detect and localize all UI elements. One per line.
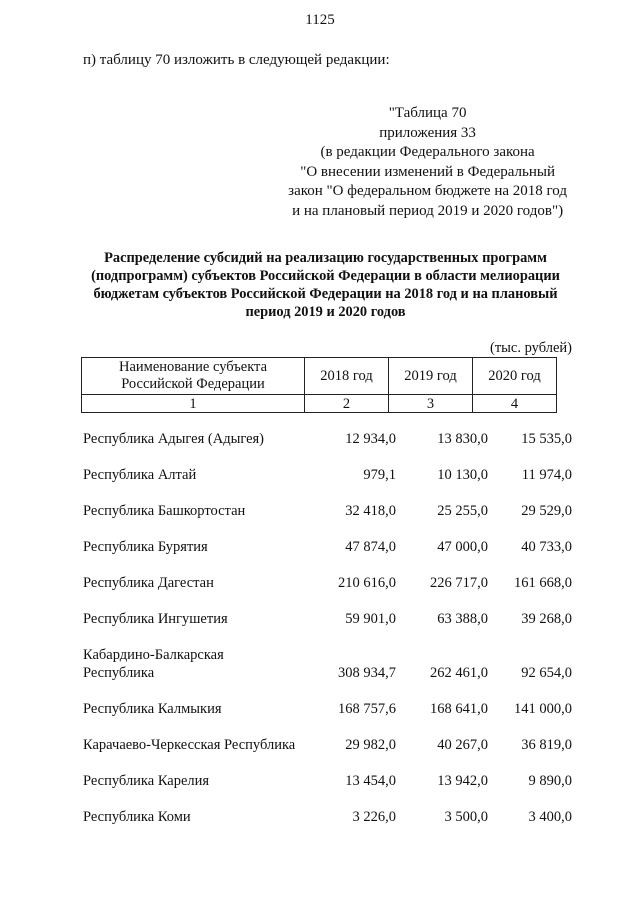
subject-name: Республика Калмыкия (83, 701, 222, 717)
value-2018: 59 901,0 (345, 611, 396, 627)
table-row (81, 646, 574, 700)
value-2019: 13 830,0 (437, 431, 488, 447)
value-2020: 39 268,0 (521, 611, 572, 627)
header-line: Наименование субъекта (118, 359, 268, 375)
value-2019: 40 267,0 (437, 737, 488, 753)
header-2020: 2020 год (473, 358, 557, 395)
value-2019: 47 000,0 (437, 539, 488, 555)
document-title (68, 249, 583, 321)
value-2019: 10 130,0 (437, 467, 488, 483)
value-2020: 29 529,0 (521, 503, 572, 519)
value-2018: 210 616,0 (338, 575, 396, 591)
subject-name: Республика Карелия (83, 773, 210, 789)
table-row (81, 430, 574, 466)
value-2020: 161 668,0 (514, 575, 572, 591)
value-2019: 3 500,0 (444, 809, 488, 825)
page-number: 1125 (305, 12, 335, 28)
subject-name: Республика Дагестан (83, 575, 214, 591)
title-line: Распределение субсидий на реализацию государственных программ (104, 250, 547, 266)
reference-line: и на плановый период 2019 и 2020 годов") (292, 202, 564, 219)
units-label: (тыс. рублей) (490, 340, 572, 356)
value-2018: 13 454,0 (345, 773, 396, 789)
value-2020: 15 535,0 (521, 431, 572, 447)
subject-name: Республика Ингушетия (83, 611, 228, 627)
value-2019: 226 717,0 (430, 575, 488, 591)
subject-name-line: Республика (83, 665, 155, 681)
value-2019: 168 641,0 (430, 701, 488, 717)
reference-line: закон "О федеральном бюджете на 2018 год (288, 183, 567, 199)
table-row (81, 574, 574, 610)
table-row (81, 736, 574, 772)
header-2019: 2019 год (389, 358, 473, 395)
reference-line: приложения 33 (379, 124, 476, 141)
subject-name: Республика Башкортостан (83, 503, 246, 519)
reference-line: (в редакции Федерального закона (320, 144, 535, 160)
table-body (81, 430, 574, 844)
subject-name: Республика Коми (83, 809, 191, 825)
value-2019: 13 942,0 (437, 773, 488, 789)
intro-text: п) таблицу 70 изложить в следующей редакции: (83, 52, 390, 68)
table-header (81, 357, 557, 413)
value-2018: 979,1 (363, 467, 396, 483)
table-reference (288, 104, 567, 221)
header-line: Российской Федерации (121, 376, 265, 392)
value-2020: 92 654,0 (521, 665, 572, 681)
table-row (81, 610, 574, 646)
table-row (81, 538, 574, 574)
column-number: 2 (305, 395, 389, 413)
value-2018: 168 757,6 (338, 701, 396, 717)
column-number: 3 (389, 395, 473, 413)
title-line: бюджетам субъектов Российской Федерации на 2018 год и на плановый (93, 286, 558, 302)
table-row (81, 502, 574, 538)
title-line: (подпрограмм) субъектов Российской Федерации в области мелиорации (91, 268, 560, 284)
value-2020: 11 974,0 (521, 467, 572, 483)
subject-name: Республика Бурятия (83, 539, 208, 555)
header-subject-name (82, 358, 305, 395)
reference-line: "О внесении изменений в Федеральный (300, 163, 555, 180)
value-2018: 32 418,0 (345, 503, 396, 519)
column-number: 1 (82, 395, 305, 413)
value-2020: 3 400,0 (528, 809, 572, 825)
table-row (81, 466, 574, 502)
value-2020: 9 890,0 (528, 773, 572, 789)
table-row (81, 772, 574, 808)
value-2018: 308 934,7 (338, 665, 396, 681)
subject-name (83, 646, 311, 682)
value-2018: 3 226,0 (352, 809, 396, 825)
subject-name: Карачаево-Черкесская Республика (83, 737, 296, 753)
title-line: период 2019 и 2020 годов (245, 304, 406, 320)
table-row (81, 700, 574, 736)
value-2019: 262 461,0 (430, 665, 488, 681)
value-2020: 141 000,0 (514, 701, 572, 717)
reference-line: "Таблица 70 (388, 105, 467, 121)
column-number: 4 (473, 395, 557, 413)
value-2018: 12 934,0 (345, 431, 396, 447)
value-2020: 36 819,0 (521, 737, 572, 753)
value-2019: 25 255,0 (437, 503, 488, 519)
value-2018: 29 982,0 (345, 737, 396, 753)
value-2020: 40 733,0 (521, 539, 572, 555)
value-2018: 47 874,0 (345, 539, 396, 555)
header-2018: 2018 год (305, 358, 389, 395)
subject-name: Республика Алтай (83, 467, 197, 483)
table-row (81, 808, 574, 844)
subject-name: Республика Адыгея (Адыгея) (83, 431, 265, 447)
value-2019: 63 388,0 (437, 611, 488, 627)
subject-name-line: Кабардино-Балкарская (83, 647, 224, 663)
